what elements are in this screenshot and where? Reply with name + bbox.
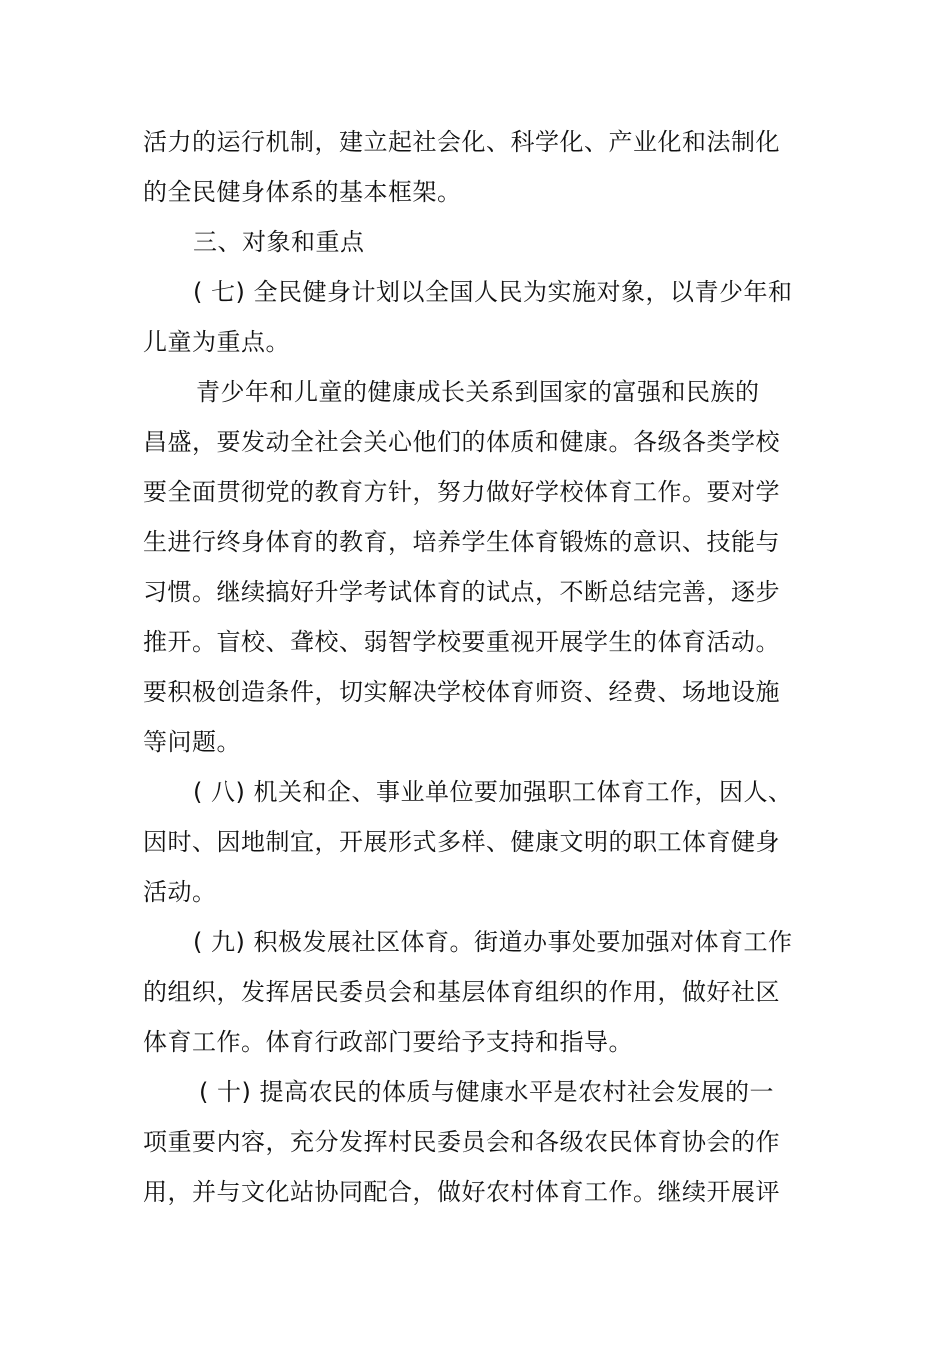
section-heading: 三、对象和重点 [193, 228, 365, 256]
paragraph-start: ( 八) 机关和企、事业单位要加强职工体育工作，因人、 [193, 778, 793, 806]
text-line: 生进行终身体育的教育，培养学生体育锻炼的意识、技能与 [143, 528, 780, 556]
text-line: 儿童为重点。 [143, 328, 290, 356]
text-line: 活力的运行机制，建立起社会化、科学化、产业化和法制化 [143, 128, 780, 156]
text-line: 等问题。 [143, 728, 241, 756]
text-line: 的组织，发挥居民委员会和基层体育组织的作用，做好社区 [143, 978, 780, 1006]
text-line: 因时、因地制宜，开展形式多样、健康文明的职工体育健身 [143, 828, 780, 856]
paragraph-start: ( 九) 积极发展社区体育。街道办事处要加强对体育工作 [193, 928, 793, 956]
text-line: 昌盛，要发动全社会关心他们的体质和健康。各级各类学校 [143, 428, 780, 456]
text-line: 活动。 [143, 878, 217, 906]
paragraph-start: 青少年和儿童的健康成长关系到国家的富强和民族的 [196, 378, 760, 406]
text-line: 习惯。继续搞好升学考试体育的试点，不断总结完善，逐步 [143, 578, 780, 606]
paragraph-start: ( 七) 全民健身计划以全国人民为实施对象，以青少年和 [193, 278, 793, 306]
paragraph-start: ( 十) 提高农民的体质与健康水平是农村社会发展的一 [199, 1078, 774, 1106]
text-line: 项重要内容，充分发挥村民委员会和各级农民体育协会的作 [143, 1128, 780, 1156]
text-line: 推开。盲校、聋校、弱智学校要重视开展学生的体育活动。 [143, 628, 780, 656]
text-line: 用，并与文化站协同配合，做好农村体育工作。继续开展评 [143, 1178, 780, 1206]
text-line: 体育工作。体育行政部门要给予支持和指导。 [143, 1028, 633, 1056]
text-line: 要积极创造条件，切实解决学校体育师资、经费、场地设施 [143, 678, 780, 706]
text-line: 要全面贯彻党的教育方针，努力做好学校体育工作。要对学 [143, 478, 780, 506]
text-line: 的全民健身体系的基本框架。 [143, 178, 462, 206]
